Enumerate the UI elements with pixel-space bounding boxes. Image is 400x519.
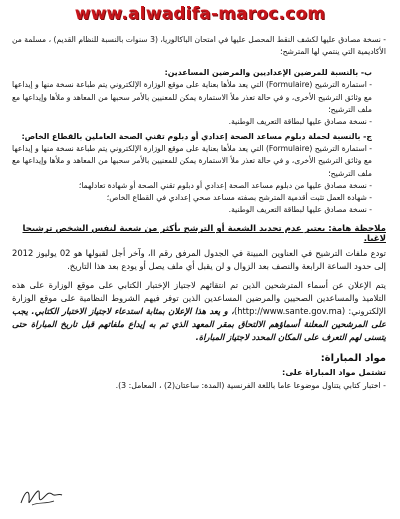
section-b-item-1: - استمارة الترشيح (Formulaire) التي يعد ملأها بعناية على موقع الوزارة الإلكتروني يتم طباعة نسخة منها و إيداعها مع وثائق الترشيح الأخرى، و في حالة تعذر ملأ الاستمارة يمكن للمعنيين بالأمر سحبها من المعاهد و ملأها وإيداعها مع ملف الترشيح؛ — [12, 80, 372, 114]
section-b — [12, 68, 386, 128]
announcement-paragraph — [12, 279, 386, 344]
site-url: www.alwadifa-maroc.com — [74, 4, 326, 24]
section-b-title: ب- بالنسبة للمرضين الإعداديين والمرضين المساعدين: — [164, 68, 372, 78]
intro-item: - نسخة مصادق عليها لكشف النقط المحصل عليها في امتحان الباكالوريا، (3 سنوات بالنسبة للنظام القديم) ، مسلمة من الأكاديمية التي ينتمي لها المترشح؛ — [12, 35, 387, 57]
signature-icon — [18, 485, 64, 509]
important-note-title: ملاحظة هامة: يعتبر عدم تحديد الشعبة أو الترشح بأكثر من شعبة لنفس الشخص ترشيحا لاغيا. — [22, 224, 386, 245]
announcement-text: يتم الإعلان عن أسماء المترشحين الذين تم انتقائهم لاجتياز الإختبار الكتابي على موقع الوزارة على هذه التلاميذ والمساعدين الصحيين والمرضين المساعدين الذين توفر فيهم الشروط النظامية على موقع الوزارة الإلكتروني: — [12, 280, 386, 317]
subjects-item: - اختبار كتابي يتناول موضوعا عاما باللغة الفرنسية (المدة: ساعتان(2) ، المعامل: 3). — [115, 381, 386, 391]
section-c-title: ج- بالنسبة لحملة دبلوم مساعد الصحة إعدادي أو دبلوم تقني الصحة العاملين بالقطاع الخاص: — [21, 132, 372, 142]
subjects-title: مواد المباراة: — [320, 353, 386, 365]
section-c-item-3: - شهادة العمل تثبت أقدمية المترشح بصفته مساعد صحي إعدادي في القطاع الخاص؛ — [106, 193, 372, 203]
ministry-url-link[interactable]: (http://www.sante.gov.ma) — [233, 306, 346, 317]
section-c-item-1: - استمارة الترشيح (Formulaire) التي يعد ملأها بعناية على موقع الوزارة الإلكتروني يتم طباعة نسخة منها و إيداعها مع وثائق الترشيح الأخرى، و في حالة تعذر ملأ الاستمارة يمكن للمعنيين بالأمر سحبها من المعاهد و ملأها وإيداعها مع ملف الترشيح؛ — [12, 144, 372, 178]
deposit-paragraph: تودع ملفات الترشيح في العناوين المبينة في الجدول المرفق رقم II، وآخر أجل لقبولها هو 02 يوليوز 2012 إلى حدود الساعة الرابعة والنصف بعد الزوال و لن يقبل أي ملف يصل أو يودع بعد هذا التاريخ. — [12, 248, 386, 272]
section-c-item-4: - نسخة مصادق عليها لبطاقة التعريف الوطنية. — [228, 205, 372, 215]
subjects-subtitle: تشتمل مواد المباراة على: — [282, 367, 386, 378]
announcement-bold-text: ، و يعد هذا الإعلان بمثابة استدعاء لاجتياز الاختبار الكتابي. يجب على المرشحين المعلنة أسماؤهم الالتحاق بمقر المعهد الذي تم به إيداع ملفاتهم قبل تاريخ المباراة حتى يتسنى لهم التعرف على المكان المحدد لاجتياز المباراة. — [12, 306, 386, 343]
section-b-item-2: - نسخة مصادق عليها لبطاقة التعريف الوطنية. — [228, 117, 372, 127]
section-c — [12, 132, 386, 216]
section-c-item-2: - نسخة مصادق عليها من دبلوم مساعد الصحة إعدادي أو دبلوم تقني الصحة أو شهادة تعادلهما؛ — [78, 180, 372, 190]
site-banner — [0, 0, 400, 30]
